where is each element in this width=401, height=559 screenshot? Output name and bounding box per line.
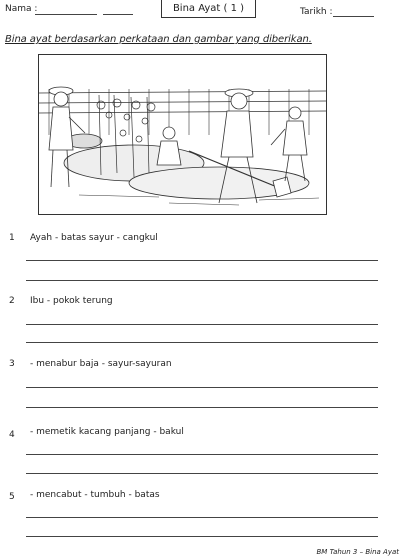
answer-line-2b[interactable] <box>26 342 378 343</box>
answer-line-4b[interactable] <box>26 473 378 474</box>
answer-line-5b[interactable] <box>26 536 378 537</box>
name-line-2[interactable] <box>103 14 133 15</box>
answer-line-1b[interactable] <box>26 280 378 281</box>
instruction: Bina ayat berdasarkan perkataan dan gambar yang diberikan. <box>5 34 312 45</box>
date-line[interactable] <box>333 16 374 17</box>
name-label: Nama : <box>5 4 38 14</box>
question-number-5: 5 <box>9 492 15 502</box>
question-words-2: Ibu - pokok terung <box>30 296 113 306</box>
gardening-scene-illustration <box>39 55 326 214</box>
question-words-3: - menabur baja - sayur-sayuran <box>30 359 172 369</box>
question-words-5: - mencabut - tumbuh - batas <box>30 490 160 500</box>
answer-line-1a[interactable] <box>26 260 378 261</box>
answer-line-5a[interactable] <box>26 517 378 518</box>
answer-line-3a[interactable] <box>26 387 378 388</box>
date-label: Tarikh : <box>300 7 333 17</box>
worksheet-title: Bina Ayat ( 1 ) <box>161 0 256 18</box>
answer-line-2a[interactable] <box>26 324 378 325</box>
question-number-2: 2 <box>9 296 15 306</box>
question-number-3: 3 <box>9 359 15 369</box>
question-words-4: - memetik kacang panjang - bakul <box>30 427 184 437</box>
question-number-4: 4 <box>9 430 15 440</box>
answer-line-3b[interactable] <box>26 407 378 408</box>
gardening-scene-picture <box>38 54 327 215</box>
answer-line-4a[interactable] <box>26 454 378 455</box>
question-number-1: 1 <box>9 233 15 243</box>
name-line-1[interactable] <box>35 14 97 15</box>
footer-label: BM Tahun 3 – Bina Ayat <box>316 548 399 556</box>
question-words-1: Ayah - batas sayur - cangkul <box>30 233 158 243</box>
